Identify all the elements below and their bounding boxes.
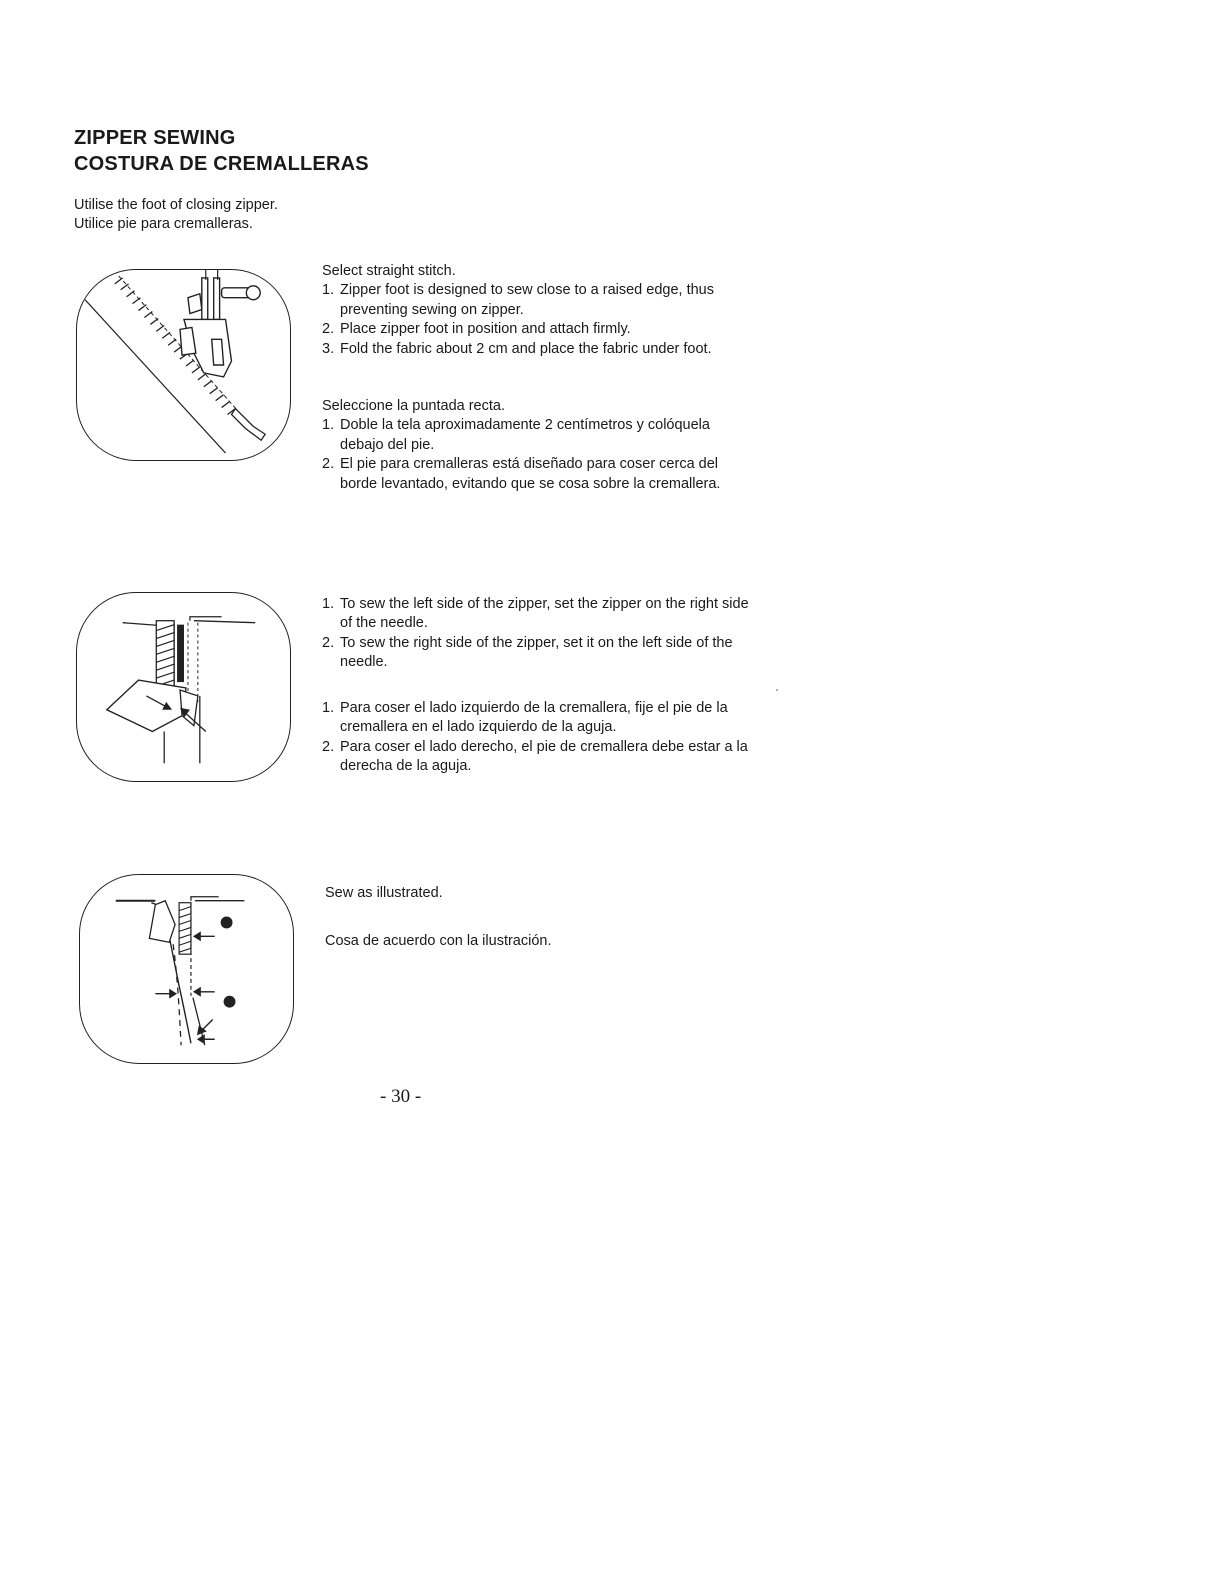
section3-english-instructions (325, 884, 755, 903)
section2-english-instructions (322, 595, 752, 673)
list-text: Place zipper foot in position and attach firmly. (340, 321, 631, 338)
list-item (322, 340, 752, 359)
list-text: To sew the right side of the zipper, set it on the left side of the needle. (340, 634, 733, 671)
list-text: Para coser el lado derecho, el pie de cremallera debe estar a la derecha de la aguja. (340, 738, 748, 775)
list-number: 1. (322, 417, 335, 434)
list-text: Zipper foot is designed to sew close to a raised edge, thus preventing sewing on zipper. (340, 282, 714, 318)
section3-text-en: Sew as illustrated. (325, 885, 443, 901)
list-item (322, 455, 752, 494)
list-item (322, 416, 752, 455)
scan-speck (776, 689, 778, 691)
list-number: 2. (322, 634, 335, 651)
list-number: 1. (322, 700, 335, 716)
section1-english-instructions (322, 262, 752, 359)
list-text: El pie para cremalleras está diseñado para coser cerca del borde levantado, evitando que se cosa sobre la cremallera. (340, 456, 721, 492)
list-number: 1. (322, 596, 335, 612)
section1-spanish-instructions (322, 397, 752, 494)
page-number: - 30 - (380, 1086, 422, 1107)
list-number: 3. (322, 340, 335, 357)
list-number: 1. (322, 282, 335, 299)
intro-text-es: Utilice pie para cremalleras. (74, 216, 253, 232)
section2-spanish-instructions (322, 699, 752, 777)
list-item (322, 281, 752, 320)
list-text: Doble la tela aproximadamente 2 centímetros y colóquela debajo del pie. (340, 417, 710, 453)
section1-lead-es: Seleccione la puntada recta. (322, 398, 505, 414)
zipper-foot-on-zipper-icon (77, 270, 290, 460)
section1-lead-en: Select straight stitch. (322, 263, 456, 279)
list-number: 2. (322, 738, 335, 755)
list-number: 2. (322, 321, 335, 338)
list-item (322, 738, 752, 777)
section2-list-en (322, 595, 752, 673)
list-text: To sew the left side of the zipper, set the zipper on the right side of the needle. (340, 596, 749, 632)
intro-text-en: Utilise the foot of closing zipper. (74, 197, 278, 213)
section1-list-es (322, 416, 752, 494)
zipper-foot-side-illustration (76, 592, 291, 782)
page-title-es: COSTURA DE CREMALLERAS (74, 153, 369, 175)
list-item (322, 634, 752, 673)
list-item (322, 699, 752, 738)
zipper-stitching-icon (80, 875, 293, 1063)
list-item (322, 320, 752, 339)
section3-text-es: Cosa de acuerdo con la ilustración. (325, 933, 552, 949)
zipper-foot-side-view-icon (77, 593, 290, 781)
list-number: 2. (322, 456, 335, 473)
zipper-stitching-illustration (79, 874, 294, 1064)
list-text: Para coser el lado izquierdo de la cremallera, fije el pie de la cremallera en el lado izquierdo de la aguja. (340, 700, 728, 736)
zipper-foot-illustration (76, 269, 291, 461)
section2-list-es (322, 699, 752, 777)
list-text: Fold the fabric about 2 cm and place the fabric under foot. (340, 340, 712, 357)
list-item (322, 595, 752, 634)
section1-list-en (322, 281, 752, 359)
page-title-en: ZIPPER SEWING (74, 127, 236, 149)
section3-spanish-instructions (325, 932, 755, 951)
